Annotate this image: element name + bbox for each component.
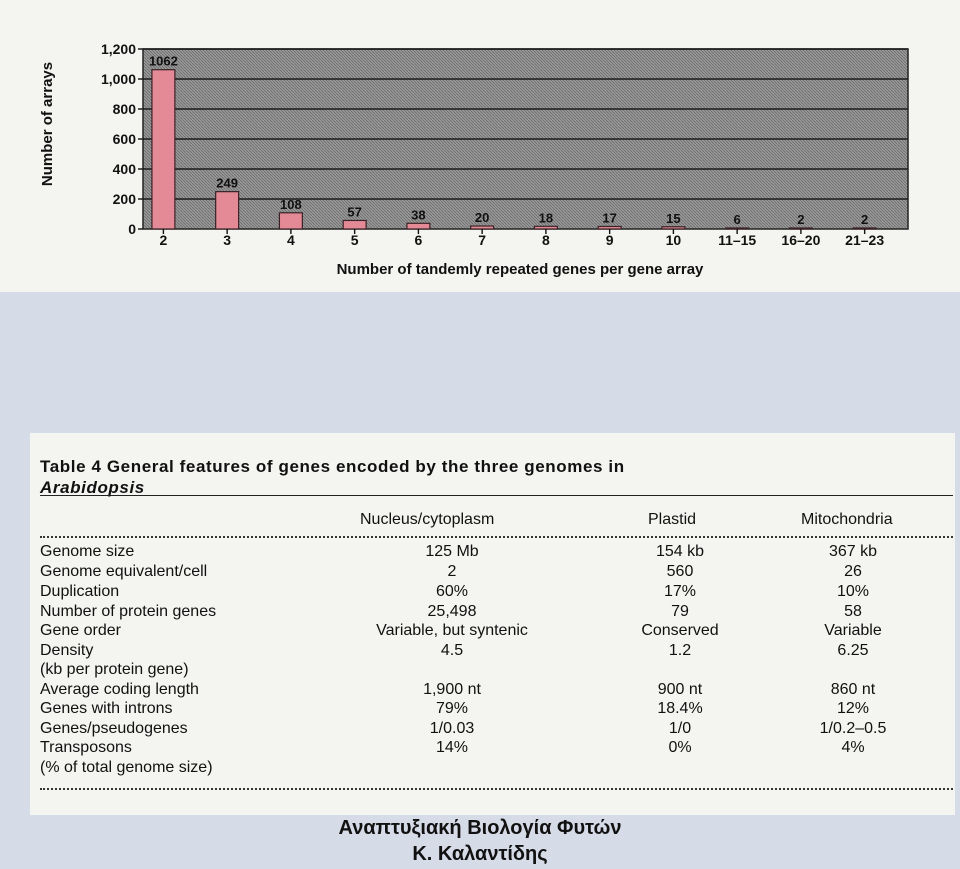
x-tick-label: 2 xyxy=(159,232,168,248)
column-header-mitochondria: Mitochondria xyxy=(801,511,893,528)
table-cell-nucleus: Variable, but syntenic xyxy=(376,622,528,639)
data-label: 2 xyxy=(861,212,869,227)
y-tick-label: 0 xyxy=(128,221,136,237)
table-row-label: Genes with introns xyxy=(40,700,173,717)
data-label: 20 xyxy=(474,210,490,225)
table-top-rule xyxy=(40,495,953,496)
table-cell-mito: 12% xyxy=(836,700,870,717)
bar xyxy=(471,226,494,229)
footer-caption xyxy=(0,815,960,867)
y-tick-label: 1,200 xyxy=(100,41,136,57)
x-tick-label: 9 xyxy=(605,232,614,248)
table-row-label: Duplication xyxy=(40,583,120,600)
table-cell-plastid: 560 xyxy=(666,563,694,580)
table-cell-mito: Variable xyxy=(824,622,882,639)
table-row-label: (% of total genome size) xyxy=(40,759,213,776)
bar xyxy=(598,226,621,229)
course-title: Αναπτυξιακή Βιολογία Φυτών xyxy=(338,817,622,839)
bar xyxy=(789,228,812,229)
table-cell-mito: 860 nt xyxy=(830,681,876,698)
table-cell-nucleus: 25,498 xyxy=(427,603,477,620)
table-cell-nucleus: 14% xyxy=(435,739,469,756)
bar xyxy=(343,220,366,229)
bar xyxy=(216,192,239,229)
y-axis-label: Number of arrays xyxy=(39,61,56,187)
table-cell-mito: 367 kb xyxy=(828,543,878,560)
data-label: 18 xyxy=(538,210,554,226)
table-row-label: Density xyxy=(40,642,94,659)
table-cell-mito: 10% xyxy=(836,583,870,600)
table-cell-plastid: 1/0 xyxy=(668,720,692,737)
y-tick-label: 400 xyxy=(112,161,136,177)
table-header-rule xyxy=(40,536,953,538)
column-header-plastid: Plastid xyxy=(648,511,697,528)
x-tick-label: 4 xyxy=(287,232,295,248)
table-cell-plastid: 18.4% xyxy=(657,700,703,717)
bar xyxy=(853,228,876,229)
table-row-label: Genome size xyxy=(40,543,135,560)
table-cell-mito: 4% xyxy=(841,739,865,756)
bar xyxy=(534,226,557,229)
data-label: 17 xyxy=(602,210,617,226)
x-tick-label: 6 xyxy=(414,232,423,248)
table-bottom-rule xyxy=(40,788,953,790)
x-tick-label: 3 xyxy=(223,232,232,248)
table-row-label: Gene order xyxy=(40,622,121,639)
table-title xyxy=(40,457,625,498)
table-title-line1: Table 4 General features of genes encoded by the three genomes in xyxy=(40,457,625,476)
data-label: 2 xyxy=(797,212,805,227)
table-cell-nucleus: 1/0.03 xyxy=(429,720,475,737)
table-cell-nucleus: 60% xyxy=(435,583,469,600)
data-label: 6 xyxy=(733,212,741,227)
table-cell-mito: 6.25 xyxy=(837,642,869,659)
table-cell-nucleus: 4.5 xyxy=(440,642,464,659)
table-row-label: Average coding length xyxy=(40,681,199,698)
table-cell-plastid: 900 nt xyxy=(657,681,703,698)
table-row-label: Number of protein genes xyxy=(40,603,217,620)
bar-chart xyxy=(0,0,960,292)
data-label: 1062 xyxy=(148,53,178,69)
table-cell-nucleus: 79% xyxy=(435,700,469,717)
table-cell-mito: 1/0.2–0.5 xyxy=(819,720,887,737)
column-header-nucleus: Nucleus/cytoplasm xyxy=(360,511,495,528)
bar xyxy=(407,223,430,229)
table-title-line2: Arabidopsis xyxy=(40,478,145,497)
author-name: Κ. Καλαντίδης xyxy=(412,843,548,865)
bar xyxy=(279,213,302,229)
y-tick-label: 800 xyxy=(112,101,136,117)
bar xyxy=(662,227,685,229)
chart-panel xyxy=(0,0,960,292)
data-label: 249 xyxy=(216,175,239,191)
features-table xyxy=(30,433,955,815)
table-row-label: Genes/pseudogenes xyxy=(40,720,188,737)
table-cell-plastid: 79 xyxy=(671,603,689,620)
y-tick-label: 200 xyxy=(112,191,136,207)
bar xyxy=(152,70,175,229)
table-row-label: Transposons xyxy=(40,739,132,756)
table-cell-plastid: 1.2 xyxy=(668,642,692,659)
table-cell-nucleus: 125 Mb xyxy=(425,543,479,560)
x-tick-label: 21–23 xyxy=(845,232,885,248)
data-label: 38 xyxy=(411,207,426,223)
x-tick-label: 11–15 xyxy=(718,232,757,248)
x-tick-label: 16–20 xyxy=(781,232,821,248)
table-cell-plastid: 154 kb xyxy=(655,543,705,560)
data-label: 15 xyxy=(666,210,681,226)
table-row-label: (kb per protein gene) xyxy=(40,661,189,678)
table-cell-plastid: Conserved xyxy=(641,622,719,639)
x-tick-label: 7 xyxy=(478,232,487,248)
y-tick-label: 1,000 xyxy=(100,71,136,87)
x-tick-label: 8 xyxy=(542,232,550,248)
bar xyxy=(726,228,749,229)
table-cell-mito: 26 xyxy=(844,563,862,580)
y-tick-label: 600 xyxy=(112,131,136,147)
table-cell-nucleus: 2 xyxy=(447,563,457,580)
x-tick-label: 10 xyxy=(665,232,682,248)
table-cell-plastid: 0% xyxy=(668,739,692,756)
table-cell-mito: 58 xyxy=(844,603,862,620)
x-tick-label: 5 xyxy=(350,232,359,248)
table-cell-nucleus: 1,900 nt xyxy=(423,681,481,698)
x-axis-label: Number of tandemly repeated genes per gene array xyxy=(336,261,704,278)
table-row-label: Genome equivalent/cell xyxy=(40,563,208,580)
data-label: 57 xyxy=(347,204,362,220)
data-label: 108 xyxy=(280,196,302,212)
table-cell-plastid: 17% xyxy=(663,583,697,600)
